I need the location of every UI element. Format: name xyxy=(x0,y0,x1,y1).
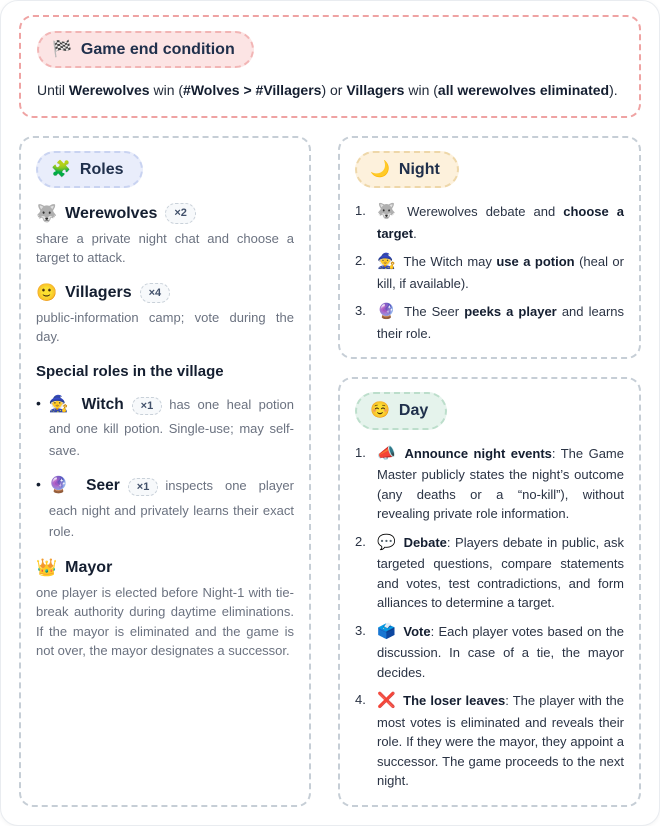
list-item-witch xyxy=(36,392,294,461)
game-end-text: Until Werewolves win (#Wolves > #Villagers) or Villagers win (all werewolves eliminated). xyxy=(37,82,618,99)
role-name: Seer xyxy=(86,477,120,495)
role-heading-werewolves xyxy=(36,203,294,223)
item-rich-text: Vote: Each player votes based on the discussion. In case of a tie, the mayor decides. xyxy=(377,623,624,680)
night-panel xyxy=(338,136,641,359)
puzzle-icon: 🧩 xyxy=(51,161,71,179)
mage-icon: 🧙 xyxy=(48,395,73,413)
day-pill xyxy=(355,392,447,429)
day-title: Day xyxy=(398,402,429,420)
night-title: Night xyxy=(398,161,440,179)
cross-mark-icon: ❌ xyxy=(377,692,397,710)
role-description: share a private night chat and choose a target to attack. xyxy=(36,230,294,266)
right-column xyxy=(338,136,641,806)
item-number: 2. xyxy=(355,533,366,549)
role-description: has one heal potion and one kill potion. Single-use; may self-save. xyxy=(48,396,295,458)
item-rich-text: The Seer peeks a player and learns their role. xyxy=(377,304,625,341)
role-name: Witch xyxy=(81,395,124,413)
wolf-icon: 🐺 xyxy=(377,203,401,221)
game-end-pill xyxy=(37,31,254,68)
item-text xyxy=(377,201,624,243)
roles-title: Roles xyxy=(79,161,124,179)
megaphone-icon: 📣 xyxy=(377,444,398,462)
game-end-panel xyxy=(19,15,641,118)
day-panel xyxy=(338,377,641,806)
item-text xyxy=(377,443,624,524)
role-name: Mayor xyxy=(65,558,113,576)
item-rich-text: Announce night events: The Game Master publicly states the night’s outcome (any deaths or a “no-kill”), without revealing private role information. xyxy=(377,445,624,522)
item-text xyxy=(377,621,624,683)
item-number: 3. xyxy=(355,622,366,638)
list-item xyxy=(355,532,624,613)
list-item xyxy=(355,621,624,683)
item-rich-text: The Witch may use a potion (heal or kill, if available). xyxy=(377,254,624,291)
item-number: 1. xyxy=(355,203,366,219)
crystal-ball-icon: 🔮 xyxy=(377,303,398,321)
count-badge: ×1 xyxy=(132,397,163,415)
mage-icon: 🧙 xyxy=(377,253,397,271)
roles-panel xyxy=(19,136,311,806)
list-item-seer xyxy=(36,473,294,542)
count-badge: ×1 xyxy=(128,478,159,496)
role-name: Werewolves xyxy=(65,204,158,222)
night-list xyxy=(355,201,624,343)
count-badge: ×4 xyxy=(140,283,171,303)
list-item xyxy=(355,251,624,293)
list-item xyxy=(355,301,624,343)
special-roles-heading: Special roles in the village xyxy=(36,362,224,380)
list-item xyxy=(355,443,624,524)
item-rich-text: Werewolves debate and choose a target. xyxy=(377,204,624,241)
item-text xyxy=(377,251,624,293)
role-description: one player is elected before Night-1 with tie-break authority during daytime eliminations. If the mayor is eliminated and the game is not over, the mayor designates a successor. xyxy=(36,584,294,658)
item-rich-text: The loser leaves: The player with the most votes is eliminated and reveals their role. If they were the mayor, they appoint a successor. The game proceeds to the next night. xyxy=(377,693,624,789)
night-pill xyxy=(355,151,459,188)
smiley-icon: 🙂 xyxy=(36,282,58,302)
role-description: inspects one player each night and privately learns their exact role. xyxy=(48,478,294,540)
crescent-moon-icon: 🌙 xyxy=(370,161,390,179)
role-heading-villagers xyxy=(36,283,294,303)
bullet-marker: • xyxy=(36,394,41,411)
count-badge: ×2 xyxy=(165,203,196,223)
item-number: 4. xyxy=(355,692,366,708)
game-end-title: Game end condition xyxy=(80,41,235,58)
item-text xyxy=(377,301,624,343)
role-name: Villagers xyxy=(65,283,132,301)
item-text xyxy=(377,690,624,791)
role-description: public-information camp; vote during the day. xyxy=(36,309,294,345)
bullet-marker: • xyxy=(36,476,41,493)
list-item xyxy=(355,201,624,243)
roles-pill xyxy=(36,151,143,188)
speech-balloon-icon: 💬 xyxy=(377,533,397,551)
checkered-flag-icon: 🏁 xyxy=(52,41,72,58)
item-number: 1. xyxy=(355,444,366,460)
item-text xyxy=(377,532,624,613)
seer-content xyxy=(49,473,294,542)
crown-icon: 👑 xyxy=(36,557,58,577)
item-number: 2. xyxy=(355,253,366,269)
crystal-ball-icon: 🔮 xyxy=(48,477,78,495)
list-item xyxy=(355,690,624,791)
item-rich-text: Debate: Players debate in public, ask targeted questions, compare statements and votes, test contradictions, and form alliances to determine a target. xyxy=(377,534,624,611)
wolf-icon: 🐺 xyxy=(36,203,58,223)
item-number: 3. xyxy=(355,303,366,319)
witch-content xyxy=(49,392,294,461)
content-columns xyxy=(19,136,641,806)
smiling-face-icon: ☺️ xyxy=(370,402,390,420)
ballot-box-icon: 🗳️ xyxy=(377,622,397,640)
day-list xyxy=(355,443,624,791)
role-heading-mayor xyxy=(36,558,294,578)
